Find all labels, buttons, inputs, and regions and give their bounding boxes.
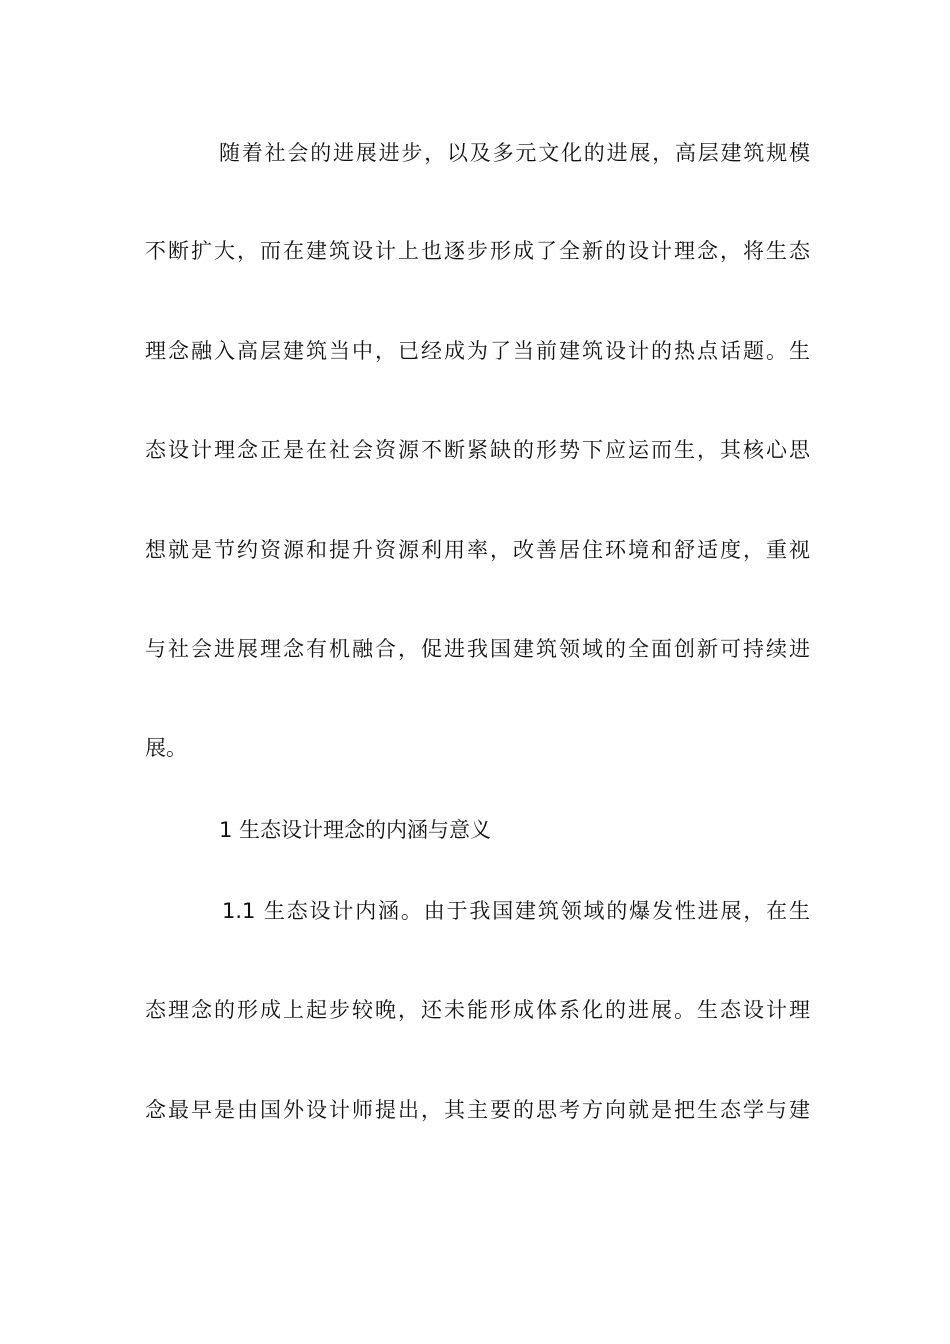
paragraph-1-line-5: 想就是节约资源和提升资源利用率，改善居住环境和舒适度，重视 — [145, 538, 810, 562]
paragraph-1-line-3: 理念融入高层建筑当中，已经成为了当前建筑设计的热点话题。生 — [145, 339, 810, 363]
paragraph-1-line-7: 展。 — [145, 736, 187, 760]
paragraph-1-line-4: 态设计理念正是在社会资源不断紧缺的形势下应运而生，其核心思 — [145, 438, 810, 462]
paragraph-1-line-1: 随着社会的进展进步，以及多元文化的进展，高层建筑规模 — [219, 141, 810, 165]
paragraph-2-line-3: 念最早是由国外设计师提出，其主要的思考方向就是把生态学与建 — [145, 1098, 810, 1122]
paragraph-2-line-2: 态理念的形成上起步较晚，还未能形成体系化的进展。生态设计理 — [145, 998, 810, 1022]
section-heading: 1 生态设计理念的内涵与意义 — [219, 818, 492, 842]
paragraph-1-line-2: 不断扩大，而在建筑设计上也逐步形成了全新的设计理念，将生态 — [145, 239, 810, 263]
paragraph-2-line-1: 1.1 生态设计内涵。由于我国建筑领域的爆发性进展，在生 — [222, 899, 810, 923]
paragraph-1-line-6: 与社会进展理念有机融合，促进我国建筑领域的全面创新可持续进 — [145, 637, 810, 661]
